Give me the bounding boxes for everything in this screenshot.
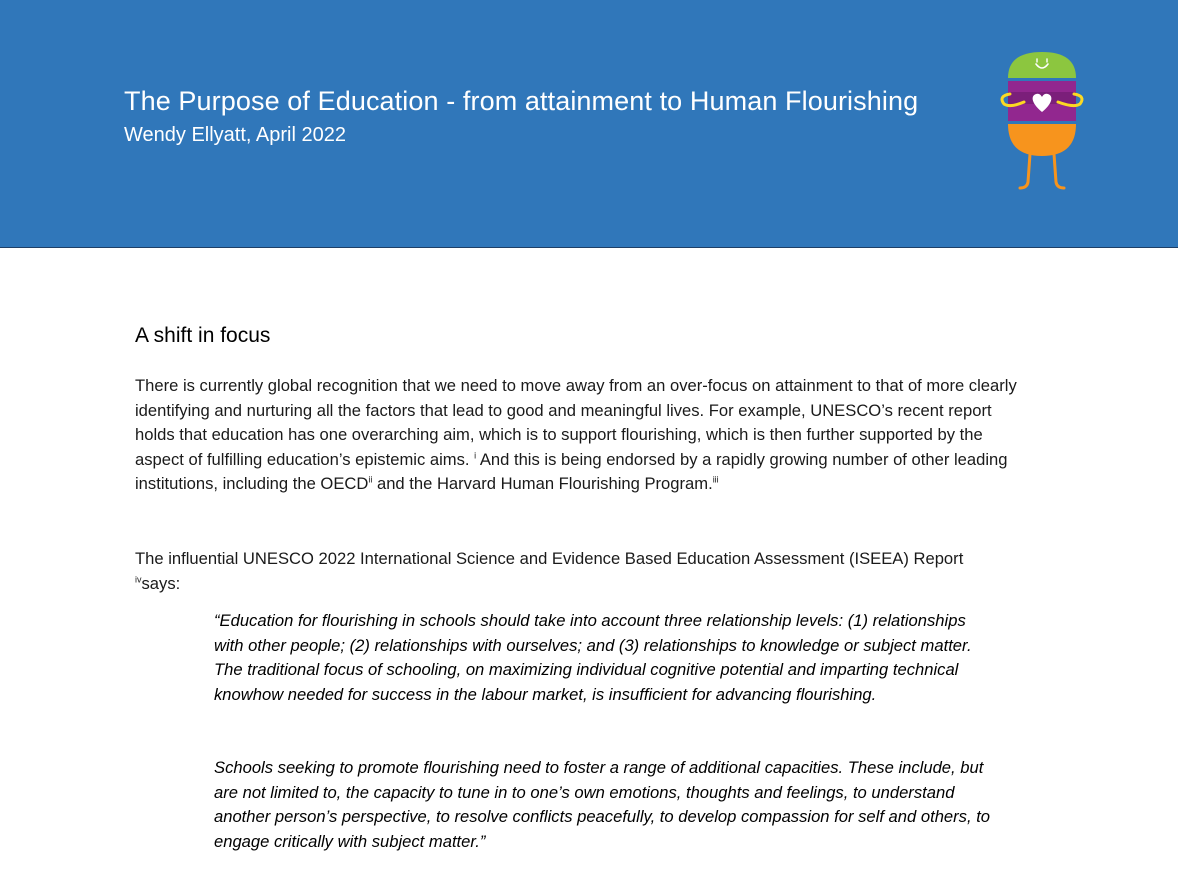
endnote-ref[interactable]: iv: [135, 574, 142, 585]
endnote-ref[interactable]: ii: [368, 474, 373, 485]
paragraph-text: and the Harvard Human Flourishing Program.: [372, 474, 713, 494]
author-date: Wendy Ellyatt, April 2022: [124, 124, 346, 146]
section-heading: A shift in focus: [135, 324, 271, 347]
flourishing-mascot-icon: [996, 48, 1088, 194]
endnote-ref[interactable]: iii: [712, 474, 719, 485]
document-title: The Purpose of Education - from attainment to Human Flourishing: [124, 86, 919, 116]
document-body: [135, 322, 1035, 851]
paragraph-text: And this is being endorsed by a rapidly growing number of other leading institutions, including the OECD: [135, 449, 1008, 494]
paragraph-text: says:: [141, 573, 181, 593]
endnote-ref[interactable]: i: [474, 450, 477, 461]
intro-paragraph: [135, 374, 1035, 497]
quote-paragraph: “Education for flourishing in schools should take into account three relationship levels: (1) relationships with other people; (2) relationships with ourselves; and (3) relationships to knowledge or subject matter. The traditional focus of schooling, on maximizing individual cognitive potential and imparting technical knowhow needed for success in the labour market, is insufficient for advancing flourishing.: [214, 611, 972, 704]
paragraph-text: There is currently global recognition that we need to move away from an over-focus on attainment to that of more clearly identifying and nurturing all the factors that lead to good and meaningful lives. For example, UNESCO’s recent report holds that education has one overarching aim, which is to support flourishing, which is then further supported by the aspect of fulfilling education’s epistemic aims.: [135, 376, 1017, 469]
paragraph-text: The influential UNESCO 2022 International Science and Evidence Based Education Assessment (ISEEA) Report: [135, 549, 964, 568]
quote-paragraph: Schools seeking to promote flourishing need to foster a range of additional capacities. These include, but are not limited to, the capacity to tune in to one’s own emotions, thoughts and feelings, to understand another person’s perspective, to resolve conflicts peacefully, to develop compassion for self and others, to engage critically with subject matter.”: [214, 758, 991, 851]
header-banner: [0, 0, 1178, 248]
report-paragraph: [135, 547, 1035, 596]
